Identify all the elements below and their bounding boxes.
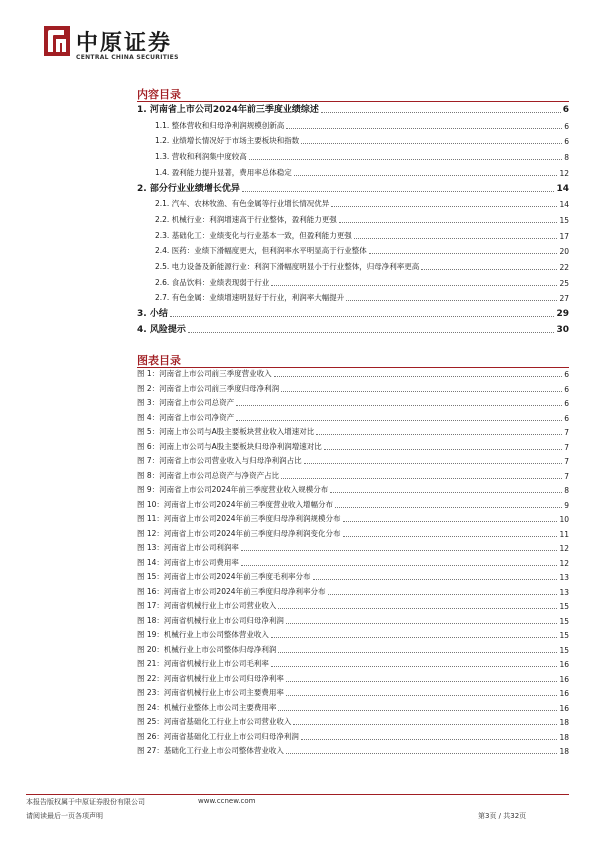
footer-website-link[interactable]: www.ccnew.com (198, 797, 256, 805)
figure-leader-dots (241, 565, 558, 566)
toc-leader-dots (249, 159, 563, 160)
toc-entry-page: 12 (559, 168, 569, 178)
toc-entry[interactable] (137, 211, 569, 225)
toc-leader-dots (294, 175, 558, 176)
figure-entry-page: 16 (559, 674, 569, 684)
toc-entry-page: 25 (559, 278, 569, 288)
figure-entry[interactable] (137, 671, 569, 684)
toc-entry-text: 4. 风险提示 (137, 324, 186, 335)
figure-entry-page: 6 (564, 384, 569, 394)
figure-entry-page: 7 (564, 471, 569, 481)
toc-entry[interactable] (137, 164, 569, 178)
footer-page-number: 第3页 / 共32页 (478, 812, 527, 820)
figure-leader-dots (278, 608, 557, 609)
toc-leader-dots (286, 128, 562, 129)
figure-leader-dots (316, 434, 562, 435)
figure-entry-text: 图 15：河南省上市公司2024年前三季度毛利率分布 (137, 572, 311, 581)
figure-leader-dots (286, 753, 558, 754)
toc-entry-page: 20 (559, 247, 569, 257)
figure-entry-page: 10 (559, 515, 569, 524)
figure-leader-dots (301, 739, 558, 740)
figure-entry-text: 图 2：河南省上市公司前三季度归母净利润 (137, 383, 280, 393)
figure-entry-text: 图 17：河南省机械行业上市公司营业收入 (137, 601, 277, 610)
figure-leader-dots (286, 695, 558, 696)
figure-entry-page: 15 (559, 616, 569, 626)
figure-leader-dots (293, 724, 557, 725)
company-logo-icon (44, 26, 70, 56)
toc-entry-text: 2.5. 电力设备及新能源行业：利润下滑幅度明显小于行业整体，归母净利率更高 (155, 262, 420, 271)
toc-entry[interactable] (137, 305, 569, 319)
figure-entry-page: 15 (559, 645, 569, 655)
figure-entry-text: 图 14：河南省上市公司费用率 (137, 557, 239, 567)
figure-leader-dots (278, 652, 557, 653)
figure-entry[interactable] (137, 453, 569, 466)
toc-entry[interactable] (137, 289, 569, 303)
toc-entry-page: 6 (562, 105, 569, 115)
figure-entry-page: 16 (559, 660, 569, 669)
brand-name-cn: 中原证券 (76, 30, 173, 56)
figure-entry-page: 12 (559, 558, 569, 568)
figure-entry-page: 13 (559, 587, 569, 597)
figure-entry-text: 图 3：河南省上市公司总资产 (137, 398, 235, 407)
figure-entry-text: 图 26：河南省基础化工行业上市公司归母净利润 (137, 731, 299, 741)
figure-entry-text: 图 9：河南省上市公司2024年前三季度营业收入规模分布 (137, 485, 329, 494)
figure-entry[interactable] (137, 526, 569, 539)
toc-entry[interactable] (137, 132, 569, 146)
toc-entry[interactable] (137, 258, 569, 272)
figure-entry[interactable] (137, 511, 569, 524)
figure-entry-page: 15 (559, 631, 569, 640)
brand-name-en: CENTRAL CHINA SECURITIES (76, 54, 179, 61)
figure-entry-text: 图 11：河南省上市公司2024年前三季度归母净利润规模分布 (137, 514, 341, 523)
toc-entry-page: 30 (556, 324, 569, 335)
figure-leader-dots (304, 463, 563, 464)
toc-entry[interactable] (137, 242, 569, 256)
figure-entry-text: 图 23：河南省机械行业上市公司主要费用率 (137, 688, 284, 697)
figure-entry[interactable] (137, 555, 569, 568)
toc-leader-dots (321, 112, 561, 113)
toc-leader-dots (242, 191, 555, 192)
figure-entry[interactable] (137, 656, 569, 669)
figure-entry-text: 图 4：河南省上市公司净资产 (137, 412, 235, 422)
figure-entry-page: 16 (559, 689, 569, 698)
toc-entry-text: 2.7. 有色金属：业绩增速明显好于行业，利润率大幅提升 (155, 293, 345, 303)
toc-entry-page: 29 (556, 309, 569, 320)
toc-entry-text: 2.4. 医药：业绩下滑幅度更大，但利润率水平明显高于行业整体 (155, 246, 367, 256)
figure-leader-dots (330, 492, 562, 493)
toc-leader-dots (271, 285, 557, 286)
figure-leader-dots (236, 405, 562, 406)
figure-entry-page: 6 (564, 370, 569, 379)
figure-entry[interactable] (137, 569, 569, 582)
figure-entry-text: 图 8：河南省上市公司总资产与净资产占比 (137, 470, 280, 480)
figure-entry-text: 图 1：河南省上市公司前三季度营业收入 (137, 369, 272, 378)
toc-entry[interactable] (137, 227, 569, 241)
figure-entry[interactable] (137, 700, 569, 713)
toc-entry-text: 2.3. 基础化工：业绩变化与行业基本一致，但盈利能力更强 (155, 230, 352, 240)
toc-entry-page: 6 (564, 121, 569, 131)
figure-leader-dots (343, 521, 558, 522)
figure-entry[interactable] (137, 381, 569, 394)
footer-disclaimer: 请阅读最后一页各项声明 (26, 812, 103, 820)
figure-entry[interactable] (137, 584, 569, 597)
figure-entry[interactable] (137, 743, 569, 756)
toc-leader-dots (346, 300, 557, 301)
figure-entry[interactable] (137, 366, 569, 379)
toc-entry-page: 22 (559, 263, 569, 272)
figure-entry-text: 图 21：河南省机械行业上市公司毛利率 (137, 659, 269, 668)
figure-entry-page: 7 (564, 442, 569, 452)
figure-entry-text: 图 25：河南省基础化工行业上市公司营业收入 (137, 717, 292, 726)
figure-entry-text: 图 22：河南省机械行业上市公司归母净利率 (137, 673, 284, 683)
figure-entry-page: 11 (559, 529, 569, 539)
figure-entry-page: 15 (559, 602, 569, 611)
figure-entry-page: 18 (559, 732, 569, 742)
page-header (0, 0, 595, 80)
figure-leader-dots (286, 681, 558, 682)
figure-leader-dots (286, 623, 558, 624)
toc-entry[interactable] (137, 195, 569, 209)
figure-leader-dots (328, 594, 558, 595)
toc-entry[interactable] (137, 148, 569, 162)
toc-entry-text: 1. 河南省上市公司2024年前三季度业绩综述 (137, 105, 319, 115)
figure-entry-text: 图 18：河南省机械行业上市公司归母净利润 (137, 615, 284, 625)
toc-entry-text: 1.3. 营收和利润集中度较高 (155, 152, 247, 162)
figure-leader-dots (278, 710, 557, 711)
figure-entry-text: 图 7：河南省上市公司营业收入与归母净利润占比 (137, 456, 302, 465)
toc-entry-text: 1.2. 业绩增长情况好于市场主要板块和指数 (155, 136, 300, 146)
figure-entry-page: 12 (559, 544, 569, 553)
figure-entry[interactable] (137, 395, 569, 408)
figure-entry-page: 18 (559, 747, 569, 756)
figure-entry-text: 图 10：河南省上市公司2024年前三季度营业收入增幅分布 (137, 499, 334, 509)
figure-entry-text: 图 6：河南上市公司与A股主要板块归母净利润增速对比 (137, 441, 322, 451)
toc-entry-page: 6 (564, 137, 569, 147)
figure-entry[interactable] (137, 729, 569, 742)
figure-entry-page: 8 (564, 486, 569, 495)
toc-entry[interactable] (137, 180, 569, 194)
toc-entry-text: 1.1. 整体营收和归母净利润规模创新高 (155, 120, 285, 130)
figure-entry-text: 图 13：河南省上市公司利润率 (137, 543, 239, 552)
toc-leader-dots (331, 206, 557, 207)
figure-entry[interactable] (137, 642, 569, 655)
figure-entry-page: 9 (564, 500, 569, 510)
toc-entry-text: 1.4. 盈利能力提升显著，费用率总体稳定 (155, 167, 292, 177)
figure-leader-dots (313, 579, 558, 580)
toc-entry-text: 3. 小结 (137, 309, 168, 320)
figure-leader-dots (281, 391, 562, 392)
figure-entry[interactable] (137, 439, 569, 452)
figure-entry[interactable] (137, 627, 569, 640)
toc-entry-page: 14 (559, 200, 569, 210)
toc-entry-page: 8 (564, 153, 569, 163)
figure-entry-text: 图 12：河南省上市公司2024年前三季度归母净利润变化分布 (137, 528, 341, 538)
toc-leader-dots (170, 316, 555, 317)
toc-leader-dots (354, 238, 558, 239)
figure-entry[interactable] (137, 410, 569, 423)
figure-entry[interactable] (137, 598, 569, 611)
figure-entry-page: 18 (559, 718, 569, 727)
figure-leader-dots (241, 550, 558, 551)
toc-entry-text: 2.2. 机械行业：利润增速高于行业整体，盈利能力更强 (155, 214, 337, 224)
figure-leader-dots (343, 536, 558, 537)
figure-leader-dots (271, 637, 558, 638)
figure-entry-text: 图 19：机械行业上市公司整体营业收入 (137, 630, 269, 639)
figure-entry-text: 图 16：河南省上市公司2024年前三季度归母净利率分布 (137, 586, 326, 596)
toc-entry-text: 2.1. 汽车、农林牧渔、有色金属等行业增长情况优异 (155, 199, 330, 209)
toc-leader-dots (301, 143, 562, 144)
toc-entry-page: 17 (559, 231, 569, 241)
toc-entry[interactable] (137, 321, 569, 335)
figure-leader-dots (324, 449, 562, 450)
footer-copyright: 本报告版权属于中原证券股份有限公司 (26, 798, 145, 806)
toc-leader-dots (339, 222, 558, 223)
toc-title: 内容目录 (137, 88, 181, 101)
toc-entry[interactable] (137, 274, 569, 288)
figure-entry[interactable] (137, 685, 569, 698)
toc-leader-dots (421, 269, 557, 270)
figure-leader-dots (236, 420, 562, 421)
figure-entry-text: 图 27：基础化工行业上市公司整体营业收入 (137, 746, 284, 755)
figure-leader-dots (274, 376, 563, 377)
figure-entry-page: 6 (564, 413, 569, 423)
toc-entry-text: 2. 部分行业业绩增长优异 (137, 183, 240, 194)
figure-entry[interactable] (137, 468, 569, 481)
figure-entry-page: 7 (564, 428, 569, 437)
figure-entry-page: 6 (564, 399, 569, 408)
toc-entry[interactable] (137, 101, 569, 115)
figure-leader-dots (271, 666, 558, 667)
figures-title: 图表目录 (137, 354, 181, 367)
figure-entry-page: 16 (559, 703, 569, 713)
footer-divider (26, 794, 569, 795)
toc-entry[interactable] (137, 117, 569, 131)
figure-leader-dots (335, 507, 562, 508)
figure-entry-page: 13 (559, 573, 569, 582)
figure-entry-text: 图 24：机械行业整体上市公司主要费用率 (137, 702, 277, 712)
figure-entry-text: 图 5：河南上市公司与A股主要板块营业收入增速对比 (137, 427, 315, 436)
toc-entry-text: 2.6. 食品饮料：业绩表现弱于行业 (155, 277, 270, 287)
figure-entry-text: 图 20：机械行业上市公司整体归母净利润 (137, 644, 277, 654)
toc-entry-page: 14 (556, 183, 569, 194)
figure-leader-dots (281, 478, 562, 479)
figure-entry[interactable] (137, 540, 569, 553)
toc-entry-page: 27 (559, 294, 569, 304)
figure-entry[interactable] (137, 482, 569, 495)
figure-entry[interactable] (137, 497, 569, 510)
figure-entry[interactable] (137, 714, 569, 727)
toc-leader-dots (188, 332, 555, 333)
figure-entry[interactable] (137, 613, 569, 626)
figure-entry[interactable] (137, 424, 569, 437)
figure-entry-page: 7 (564, 457, 569, 466)
toc-leader-dots (369, 253, 558, 254)
toc-entry-page: 15 (559, 215, 569, 225)
